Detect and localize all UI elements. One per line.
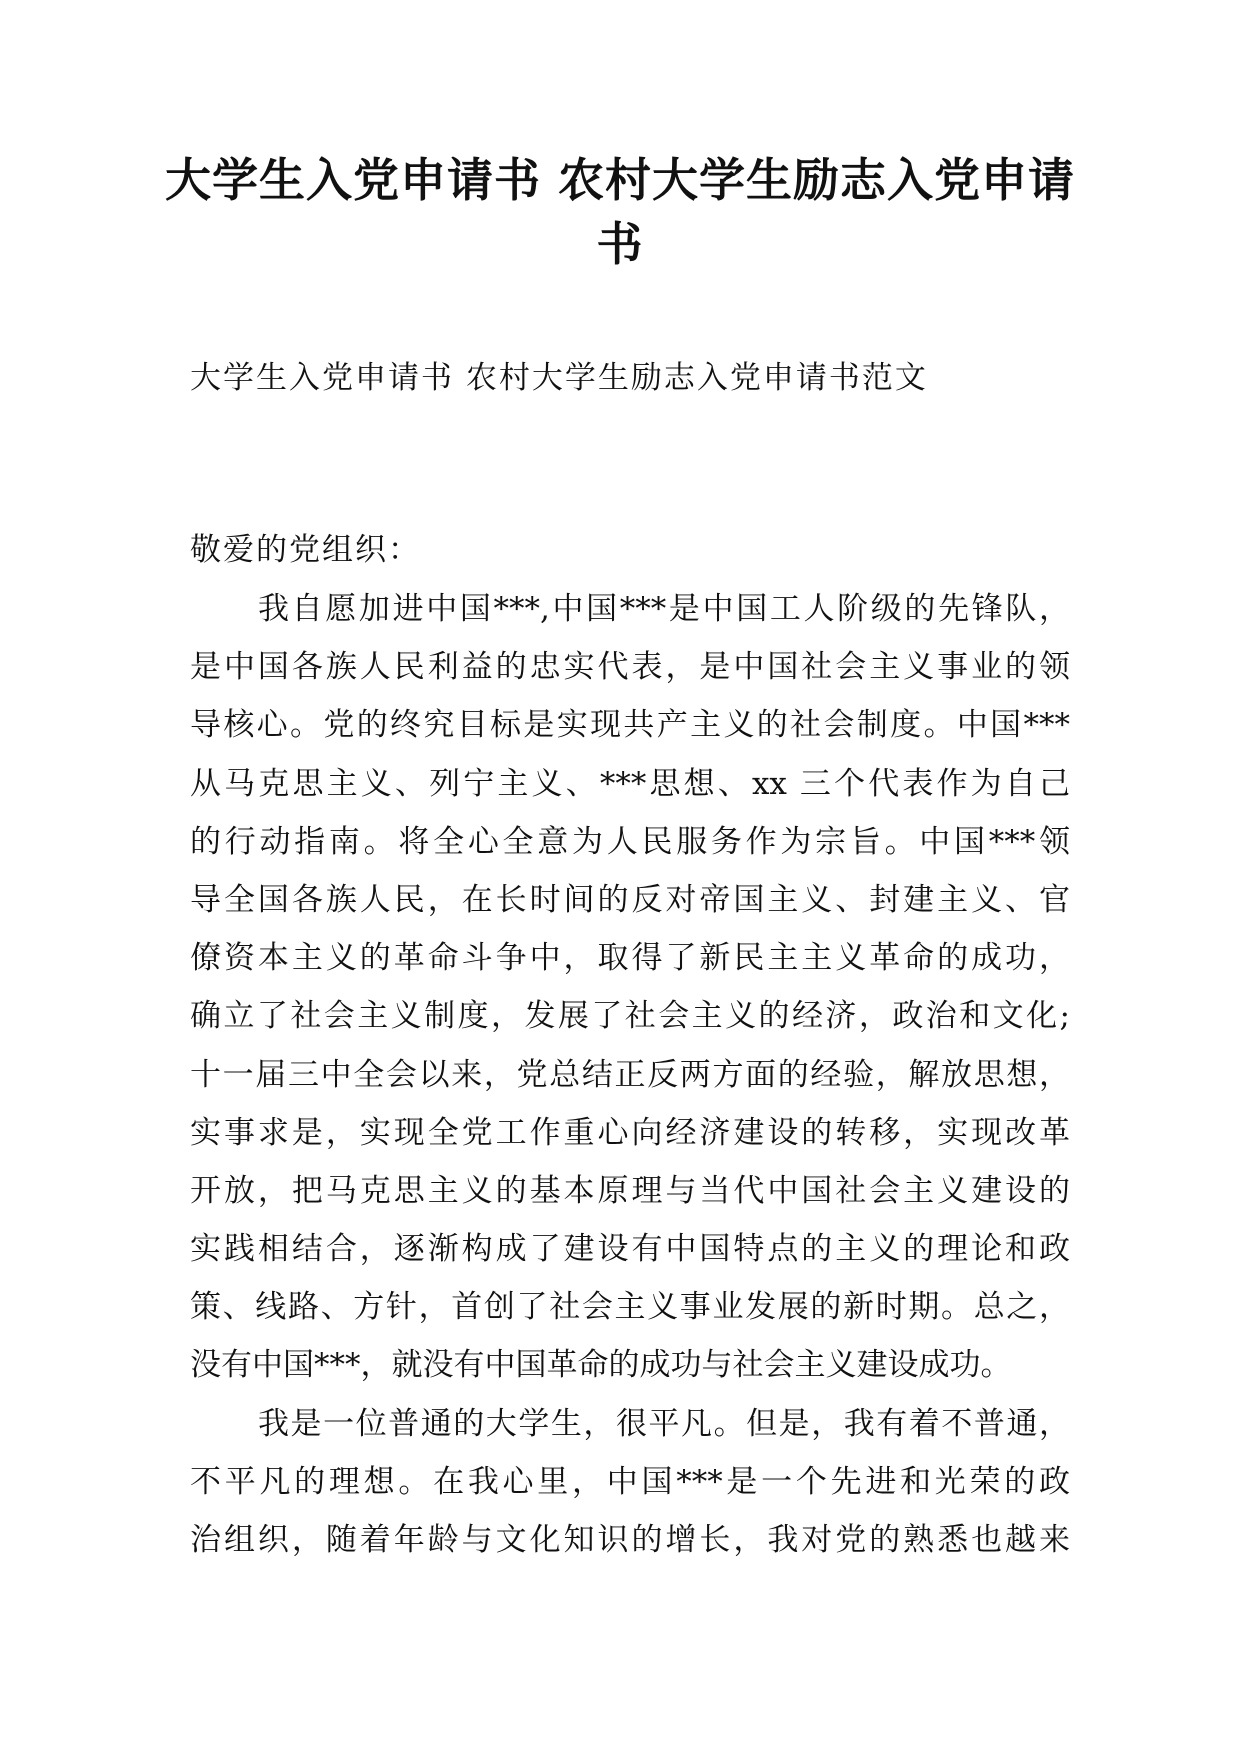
- document-title: 大学生入党申请书 农村大学生励志入党申请书: [164, 153, 1075, 271]
- paragraph: [190, 1395, 1070, 1570]
- paragraph: [190, 580, 1070, 1395]
- paragraph-line: 十一届三中全会以来，党总结正反两方面的经验，解放思想，: [190, 1056, 1070, 1093]
- paragraph-line: 治组织，随着年龄与文化知识的增长，我对党的熟悉也越来: [190, 1522, 1070, 1558]
- paragraph-line: 开放，把马克思主义的基本原理与当代中国社会主义建设的: [190, 1172, 1070, 1209]
- paragraph-line: 我是一位普通的大学生，很平凡。但是，我有着不普通，: [258, 1405, 1070, 1442]
- salutation: 敬爱的党组织：: [190, 532, 421, 568]
- paragraph-line: 导全国各族人民，在长时间的反对帝国主义、封建主义、官: [190, 881, 1070, 918]
- paragraph-line: 策、线路、方针，首创了社会主义事业发展的新时期。总之，: [190, 1289, 1070, 1326]
- paragraph-line: 僚资本主义的革命斗争中，取得了新民主主义革命的成功，: [190, 940, 1070, 977]
- paragraph-line: 实事求是，实现全党工作重心向经济建设的转移，实现改革: [190, 1114, 1070, 1151]
- paragraph-line: 确立了社会主义制度，发展了社会主义的经济，政治和文化;: [190, 998, 1070, 1035]
- paragraph-line: 没有中国***，就没有中国革命的成功与社会主义建设成功。: [190, 1347, 1012, 1384]
- paragraph-line: 是中国各族人民利益的忠实代表，是中国社会主义事业的领: [190, 649, 1070, 686]
- document-subtitle: 大学生入党申请书 农村大学生励志入党申请书范文: [190, 360, 928, 396]
- paragraph-line: 实践相结合，逐渐构成了建设有中国特点的主义的理论和政: [190, 1231, 1070, 1268]
- paragraph-line: 不平凡的理想。在我心里，中国***是一个先进和光荣的政: [190, 1463, 1070, 1500]
- paragraph-line: 从马克思主义、列宁主义、***思想、xx 三个代表作为自己: [190, 765, 1070, 802]
- body-text: [190, 580, 1070, 1569]
- paragraph-line: 我自愿加进中国***,中国***是中国工人阶级的先锋队，: [258, 591, 1070, 627]
- paragraph-line: 的行动指南。将全心全意为人民服务作为宗旨。中国***领: [190, 823, 1070, 860]
- paragraph-line: 导核心。党的终究目标是实现共产主义的社会制度。中国***: [190, 707, 1070, 744]
